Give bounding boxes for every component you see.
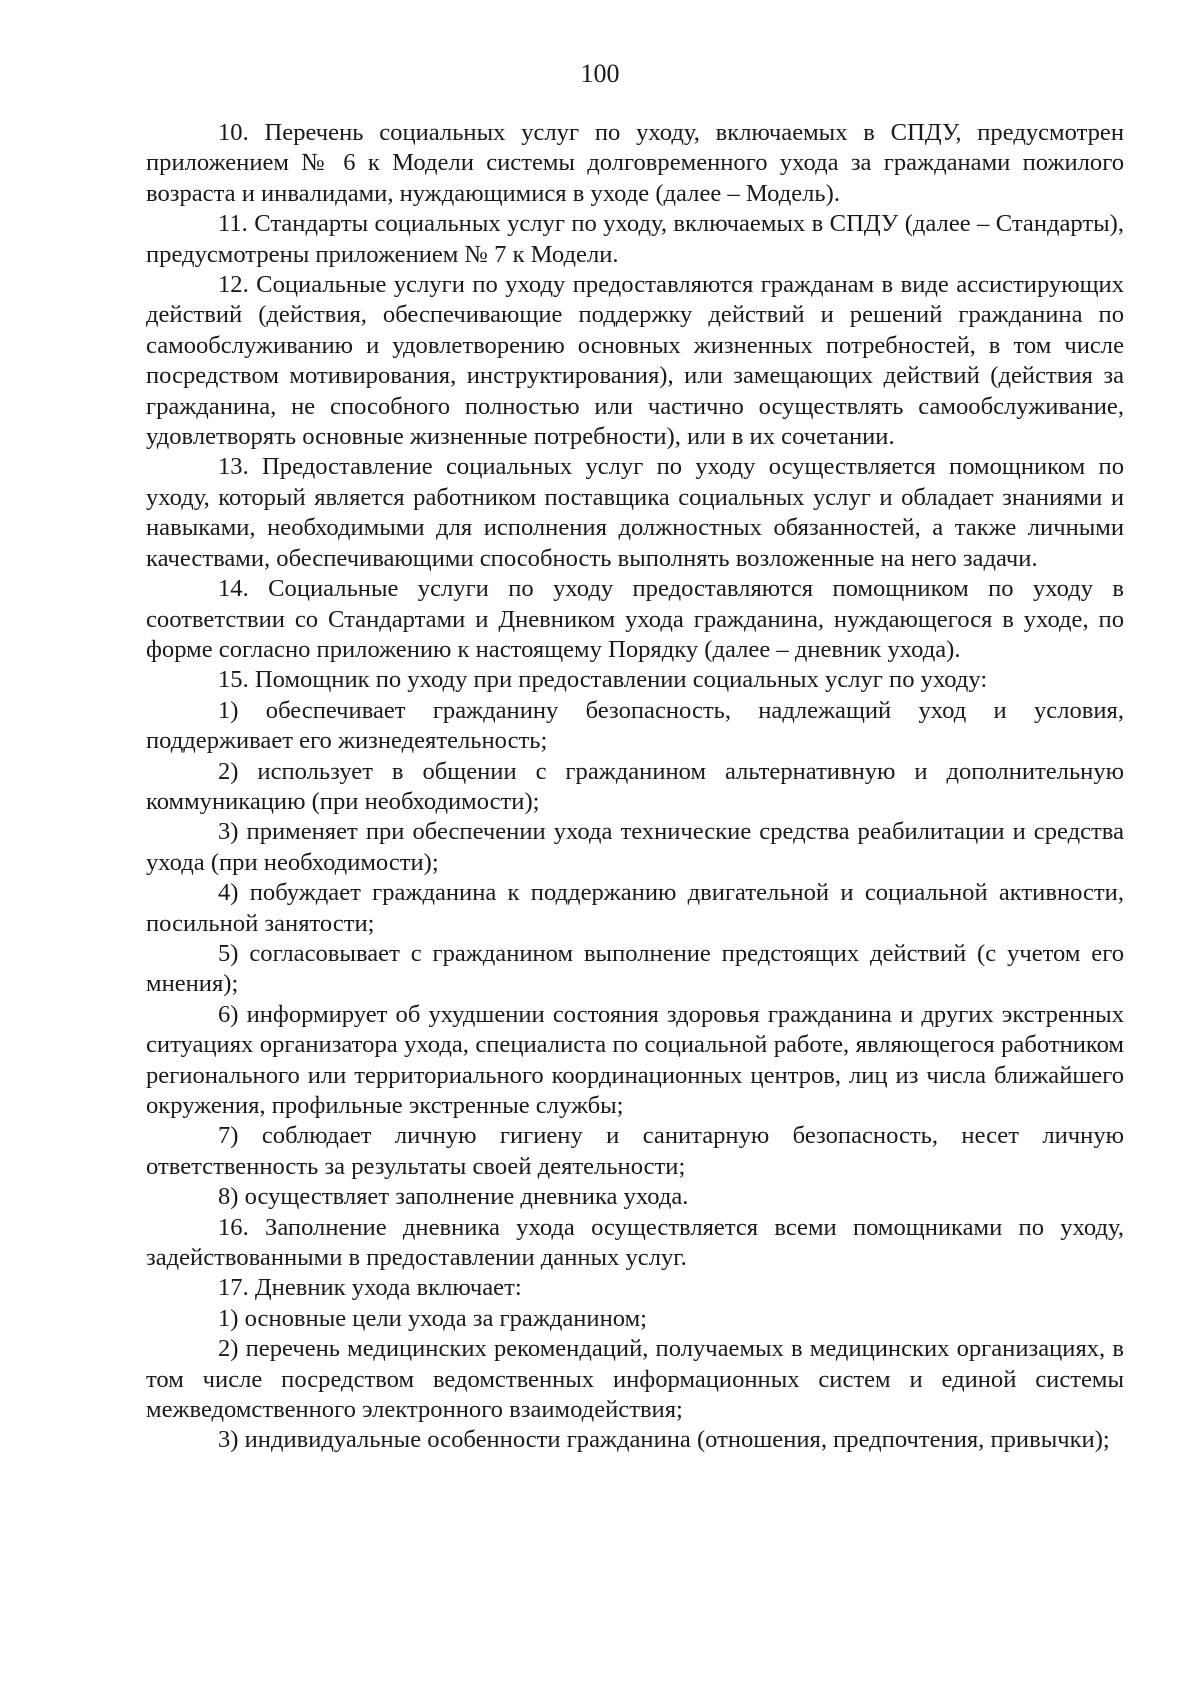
list-item-15-8: 8) осуществляет заполнение дневника ухода. <box>218 1183 689 1211</box>
list-item-15-2: 2) использует в общении с гражданином альтернативную и дополнительную коммуникацию (при необходимости); <box>146 757 1124 815</box>
paragraph-14: 14. Социальные услуги по уходу предоставляются помощником по уходу в соответствии со Стандартами и Дневником ухода гражданина, нуждающегося в уходе, по форме согласно приложению к настоящему Порядку (далее – дневник ухода). <box>146 575 1124 663</box>
paragraph-13: 13. Предоставление социальных услуг по уходу осуществляется помощником по уходу, который является работником поставщика социальных услуг и обладает знаниями и навыками, необходимыми для исполнения должностных обязанностей, а также личными качествами, обеспечивающими способность выполнять возложенные на него задачи. <box>146 453 1124 572</box>
list-item-15-6: 6) информирует об ухудшении состояния здоровья гражданина и других экстренных ситуациях организатора ухода, специалиста по социальной работе, являющегося работником регионального или территориального координационных центров, лиц из числа ближайшего окружения, профильные экстренные службы; <box>146 1000 1124 1119</box>
list-item-15-1: 1) обеспечивает гражданину безопасность, надлежащий уход и условия, поддерживает его жизнедеятельность; <box>146 696 1124 755</box>
paragraph-10: 10. Перечень социальных услуг по уходу, включаемых в СПДУ, предусмотрен приложением № 6 к Модели системы долговременного ухода за гражданами пожилого возраста и инвалидами, нуждающимися в уходе (далее – Модель). <box>146 119 1124 207</box>
paragraph-15: 15. Помощник по уходу при предоставлении социальных услуг по уходу: <box>218 666 988 694</box>
list-item-15-5: 5) согласовывает с гражданином выполнение предстоящих действий (с учетом его мнения); <box>146 939 1124 998</box>
list-item-15-3: 3) применяет при обеспечении ухода технические средства реабилитации и средства ухода (при необходимости); <box>146 818 1124 876</box>
page-number: 100 <box>580 59 620 88</box>
list-item-17-2: 2) перечень медицинских рекомендаций, получаемых в медицинских организациях, в том числе посредством ведомственных информационных систем и единой системы межведомственного электронного взаимодействия; <box>146 1335 1124 1424</box>
list-item-15-4: 4) побуждает гражданина к поддержанию двигательной и социальной активности, посильной занятости; <box>146 879 1124 937</box>
paragraph-12: 12. Социальные услуги по уходу предоставляются гражданам в виде ассистирующих действий (действия, обеспечивающие поддержку действий и решений гражданина по самообслуживанию и удовлетворению основных жизненных потребностей, в том числе посредством мотивирования, инструктирования), или замещающих действий (действия за гражданина, не способного полностью или частично осуществлять самообслуживание, удовлетворять основные жизненные потребности), или в их сочетании. <box>146 271 1124 451</box>
list-item-17-1: 1) основные цели ухода за гражданином; <box>218 1304 647 1332</box>
list-item-15-7: 7) соблюдает личную гигиену и санитарную безопасность, несет личную ответственность за результаты своей деятельности; <box>146 1122 1124 1180</box>
paragraph-16: 16. Заполнение дневника ухода осуществляется всеми помощниками по уходу, задействованными в предоставлении данных услуг. <box>146 1213 1124 1272</box>
list-item-17-3: 3) индивидуальные особенности гражданина (отношения, предпочтения, привычки); <box>218 1426 1110 1454</box>
document-body <box>146 118 1124 1456</box>
paragraph-11: 11. Стандарты социальных услуг по уходу, включаемых в СПДУ (далее – Стандарты), предусмотрены приложением № 7 к Модели. <box>146 210 1124 268</box>
paragraph-17: 17. Дневник ухода включает: <box>218 1274 522 1302</box>
